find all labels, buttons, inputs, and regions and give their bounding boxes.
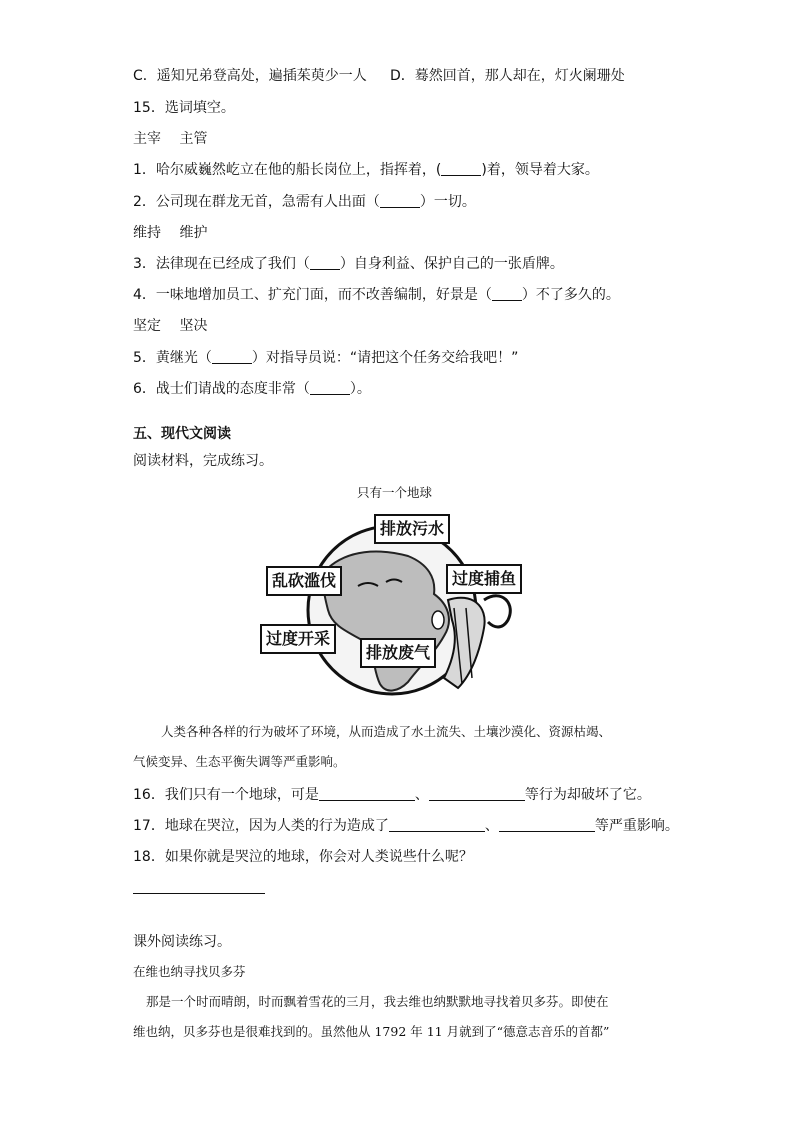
extra-reading-title: 在维也纳寻找贝多芬 <box>133 964 246 979</box>
q15-item-4: 4．一味地增加员工、扩充门面，而不改善编制，好景是（ ）不了多久的。 <box>133 287 620 303</box>
blank-2[interactable] <box>380 193 420 208</box>
earth-illustration <box>258 508 534 706</box>
q16-blank-2[interactable] <box>429 786 525 801</box>
section-5-heading: 五、现代文阅读 <box>133 426 231 442</box>
question-16: 16．我们只有一个地球，可是 、 等行为却破坏了它。 <box>133 787 651 803</box>
question-17: 17．地球在哭泣，因为人类的行为造成了 、 等严重影响。 <box>133 818 679 834</box>
q15-item-1: 1．哈尔威巍然屹立在他的船长岗位上，指挥着，( )着，领导着大家。 <box>133 162 599 178</box>
blank-5[interactable] <box>212 349 252 364</box>
q15-title: 15．选词填空。 <box>133 100 235 116</box>
q15-item-6: 6．战士们请战的态度非常（ ）。 <box>133 381 371 397</box>
extra-reading-heading: 课外阅读练习。 <box>133 934 231 950</box>
word-group-3: 坚定 坚决 <box>133 318 208 334</box>
q15-item-5: 5．黄继光（ ）对指导员说：“请把这个任务交给我吧！” <box>133 350 519 366</box>
extra-reading-line-1: 那是一个时而晴朗，时而飘着雪花的三月，我去维也纳默默地寻找着贝多芬。即使在 <box>146 994 609 1009</box>
q18-answer-line[interactable] <box>133 893 265 894</box>
section-5-instruction: 阅读材料，完成练习。 <box>133 453 273 469</box>
reading-paragraph-line-2: 气候变异、生态平衡失调等严重影响。 <box>133 754 346 769</box>
q17-blank-1[interactable] <box>389 817 485 832</box>
blank-4[interactable] <box>492 286 522 301</box>
label-overfishing: 过度捕鱼 <box>446 564 522 594</box>
label-deforestation: 乱砍滥伐 <box>266 566 342 596</box>
option-c: C．遥知兄弟登高处，遍插茱萸少一人 <box>133 68 367 84</box>
question-18: 18．如果你就是哭泣的地球，你会对人类说些什么呢？ <box>133 849 473 865</box>
extra-reading-line-2: 维也纳，贝多芬也是很难找到的。虽然他从 1792 年 11 月就到了“德意志音乐的首都” <box>133 1024 610 1039</box>
q16-blank-1[interactable] <box>319 786 415 801</box>
option-d: D．蓦然回首，那人却在，灯火阑珊处 <box>390 68 625 84</box>
blank-6[interactable] <box>310 380 350 395</box>
word-group-1: 主宰 主管 <box>133 131 208 147</box>
blank-3[interactable] <box>310 255 340 270</box>
reading-paragraph-line-1: 人类各种各样的行为破坏了环境，从而造成了水土流失、土壤沙漠化、资源枯竭、 <box>161 724 612 739</box>
word-group-2: 维持 维护 <box>133 225 208 241</box>
label-emit-exhaust: 排放废气 <box>360 638 436 668</box>
label-overmining: 过度开采 <box>260 624 336 654</box>
blank-1[interactable] <box>441 161 481 176</box>
q17-blank-2[interactable] <box>499 817 595 832</box>
figure-title: 只有一个地球 <box>357 485 433 500</box>
q15-item-3: 3．法律现在已经成了我们（ ）自身利益、保护自己的一张盾牌。 <box>133 256 564 272</box>
label-discharge-sewage: 排放污水 <box>374 514 450 544</box>
q15-item-2: 2．公司现在群龙无首，急需有人出面（ ）一切。 <box>133 194 476 210</box>
